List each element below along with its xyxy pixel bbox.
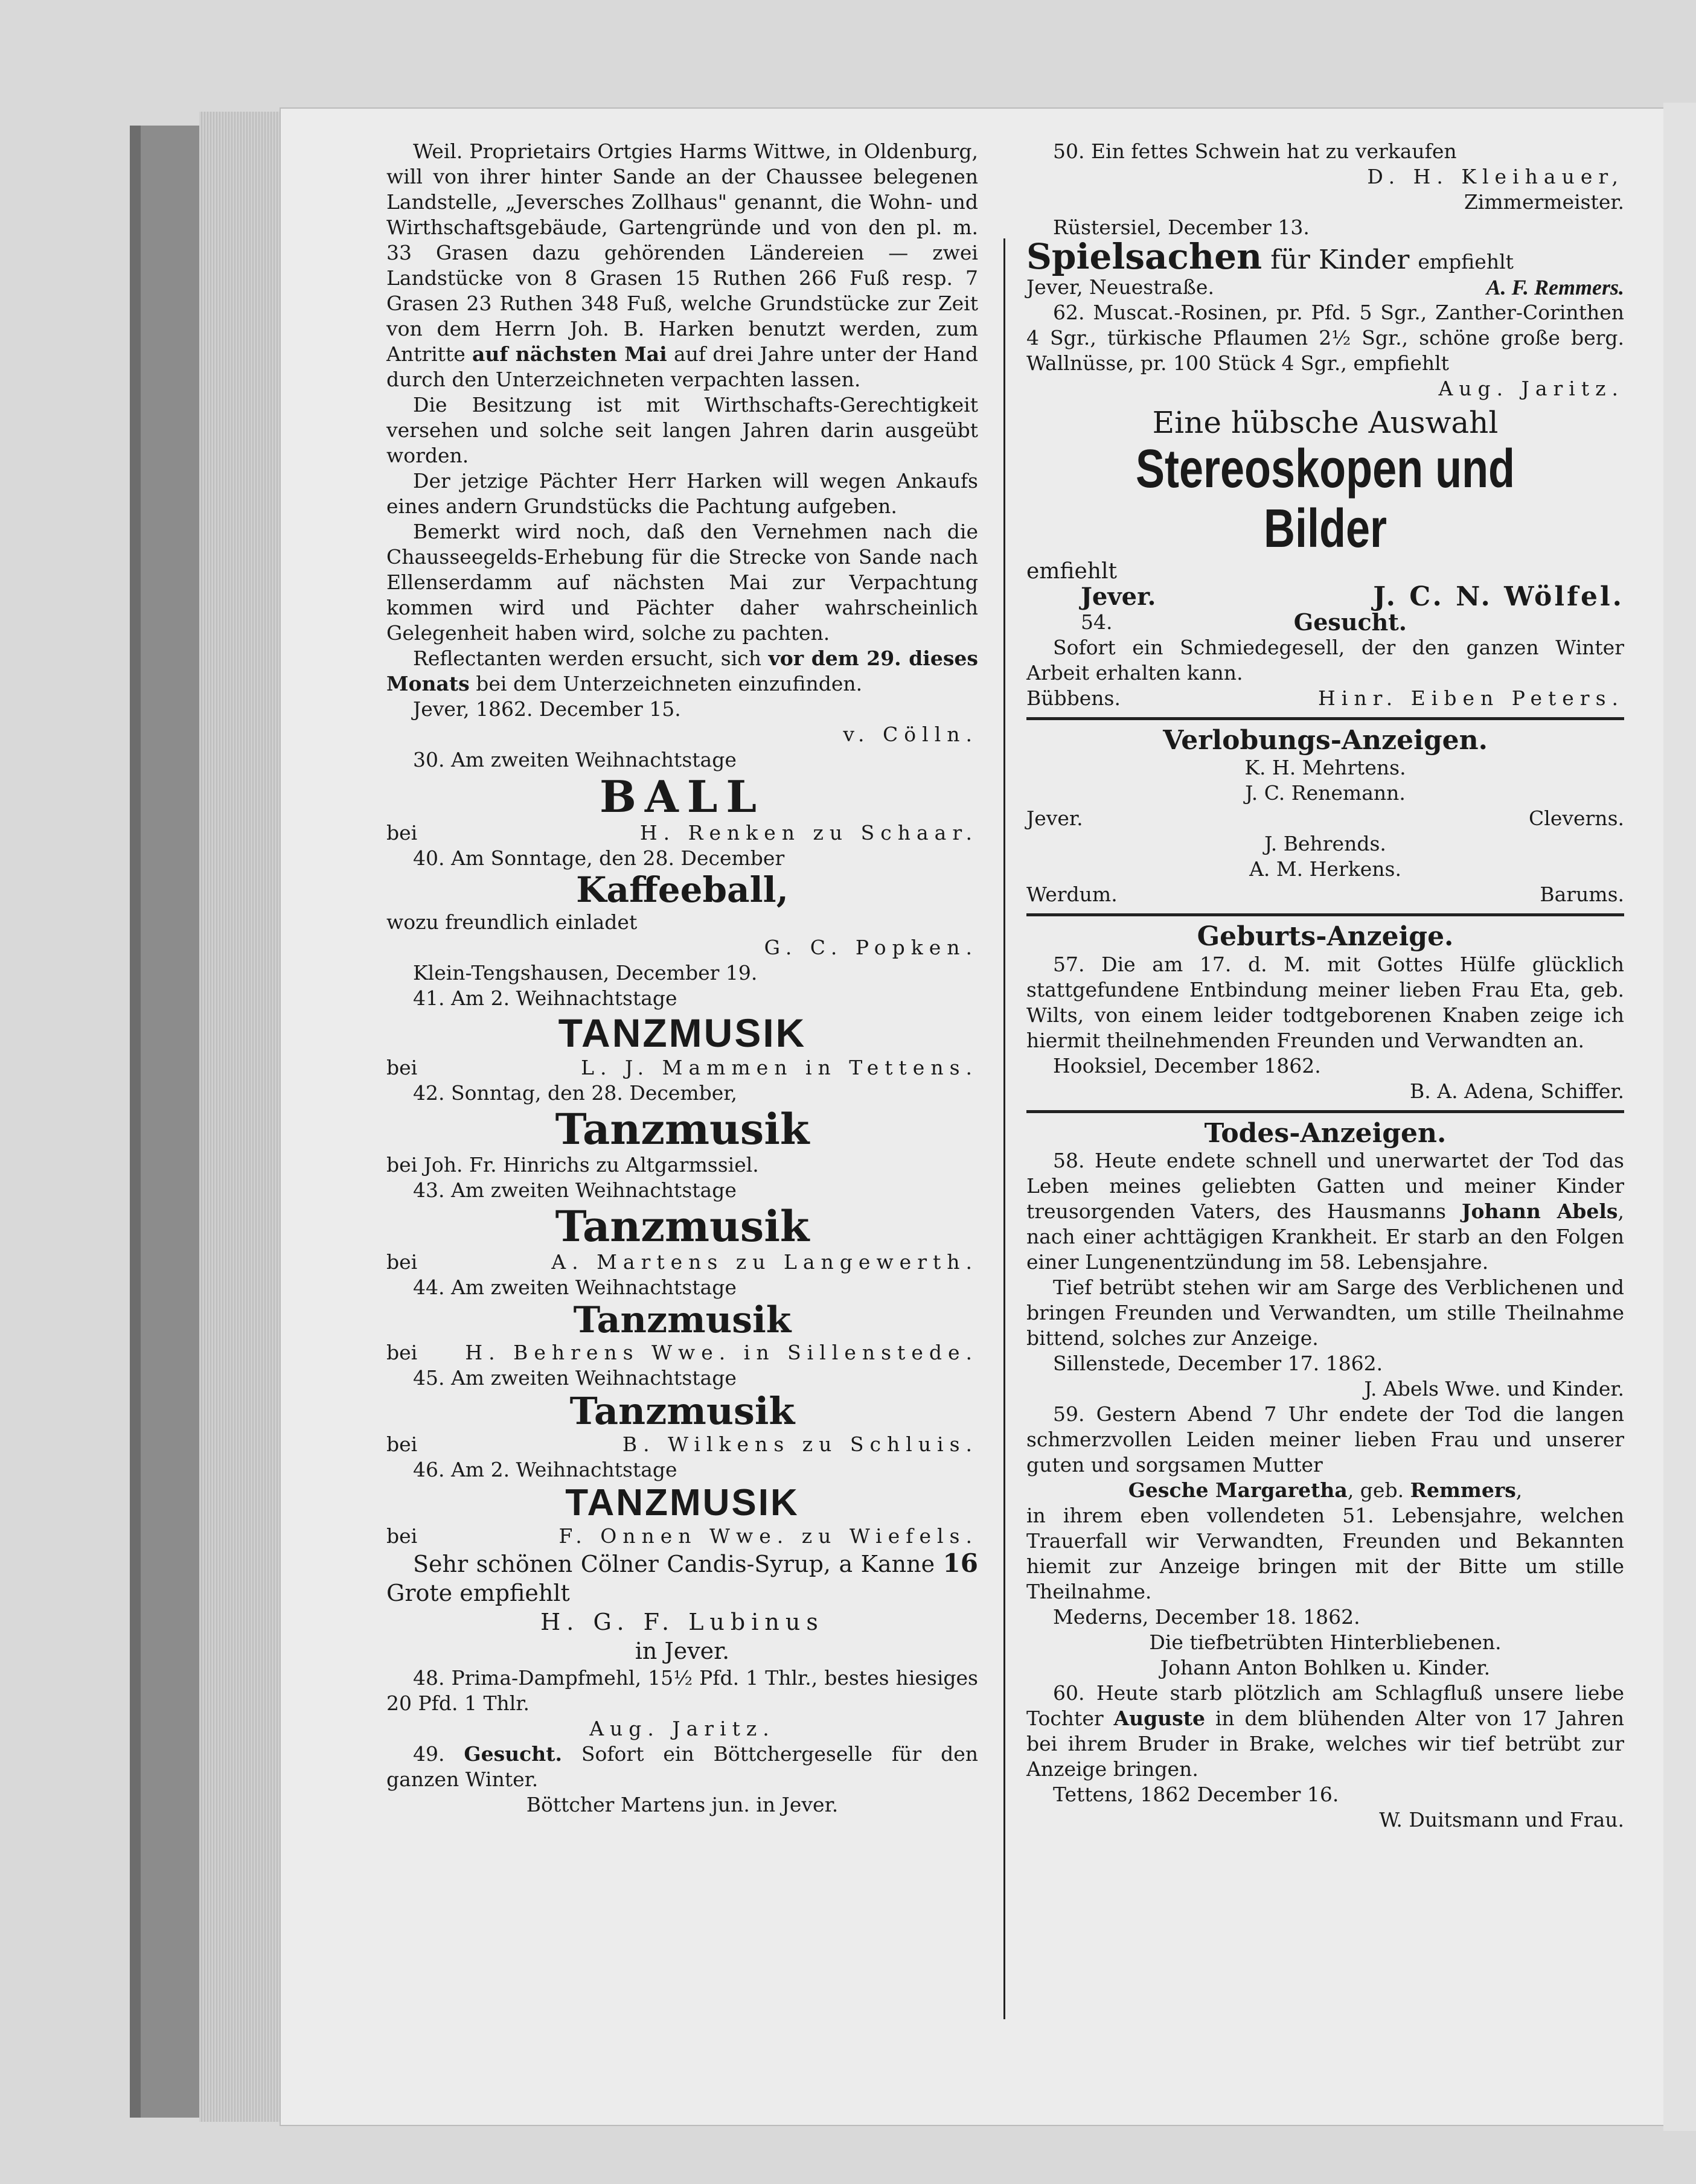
ad-58-text-2: Tief betrübt stehen wir am Sarge des Verblichenen und bringen Freunden und Verwandten, um stille Theilnahme bittend, solches zur Anzeige. [1026, 1276, 1624, 1350]
next-page-edge [1663, 103, 1696, 2131]
ad-54-heading-row: 54. Gesucht. [1081, 608, 1407, 636]
ad-43-host: bei A. Martens zu Langewerth. [386, 1250, 978, 1274]
ad-49-text: 49. Gesucht. Sofort ein Böttchergeselle für den ganzen Winter. [386, 1742, 978, 1791]
lease-notice-paragraph-5: Reflectanten werden ersucht, sich vor dem 29. dieses Monats bei dem Unterzeichneten einzufinden. [386, 647, 978, 695]
ad-41-host: bei L. J. Mammen in Tettens. [386, 1055, 978, 1079]
ad-46-intro: 46. Am 2. Weihnachtstage [413, 1457, 677, 1481]
ad-42-intro: 42. Sonntag, den 28. December, [413, 1081, 737, 1105]
ad-57-text: 57. Die am 17. d. M. mit Gottes Hülfe glücklich stattgefundene Entbindung meiner lieben Frau Eta, geb. Wilts, von einem leider todtgeborenen Knaben zeige ich hiermit theilnehmenden Freunden und Verwandten an. [1026, 952, 1624, 1052]
ad-53-headline-1: Eine hübsche Auswahl [1152, 405, 1499, 440]
ad-59-text: 59. Gestern Abend 7 Uhr endete der Tod die langen schmerzvollen Leiden meiner lieben Frau und unserer guten und sorgsamen Mutter [1026, 1402, 1624, 1477]
ad-40-headline: Kaffeeball, [576, 869, 789, 911]
ad-59-signature-1: Die tiefbetrübten Hinterbliebenen. [1149, 1630, 1502, 1655]
ad-59-deceased: Gesche Margaretha, geb. Remmers, [1128, 1478, 1523, 1502]
section-rule [1026, 717, 1624, 720]
engagement-1-places: Jever. Cleverns. [1026, 806, 1624, 831]
engagement-1-name-a: K. H. Mehrtens. [1244, 756, 1406, 780]
ad-45-intro: 45. Am zweiten Weihnachtstage [413, 1365, 737, 1390]
lease-notice-date: Jever, 1862. December 15. [413, 697, 681, 721]
ad-53-headline-2: Stereoskopen und Bilder [1135, 439, 1515, 559]
ad-50-signature: D. H. Kleihauer, [1367, 165, 1624, 188]
ad-62-text: 62. Muscat.-Rosinen, pr. Pfd. 5 Sgr., Zanther-Corinthen 4 Sgr., türkische Pflaumen 2½ Sgr., schöne große berg. Wallnüsse, pr. 100 Stück 4 Sgr., empfiehlt [1026, 301, 1624, 375]
death-heading: Todes-Anzeigen. [1204, 1117, 1447, 1149]
ad-40-subline: wozu freundlich einladet [386, 910, 638, 934]
ad-57-place: Hooksiel, December 1862. [1053, 1053, 1321, 1078]
ad-54-text: Sofort ein Schmiedegesell, der den ganzen Winter Arbeit erhalten kann. [1026, 636, 1624, 685]
ad-51-text: Spielsachen für Kinder empfiehlt [1026, 236, 1514, 277]
ad-57-signature: B. A. Adena, Schiffer. [1410, 1079, 1624, 1103]
ad-53-subline: emfiehlt [1026, 559, 1117, 584]
ad-40-intro: 40. Am Sonntage, den 28. December [413, 846, 785, 870]
lease-notice-paragraph-4: Bemerkt wird noch, daß den Vernehmen nach die Chausseegelds-Erhebung für die Strecke von Sande nach Ellenserdamm auf nächsten Mai zur Verpachtung kommen wird und Pächter daher wahrscheinlich Gelegenheit haben wird, solche zu pachten. [386, 520, 978, 645]
column-divider [1003, 238, 1005, 2019]
ad-58-signature: J. Abels Wwe. und Kinder. [1364, 1377, 1624, 1401]
ad-46-headline: TANZMUSIK [565, 1481, 799, 1524]
ad-50-place: Rüstersiel, December 13. [1053, 216, 1310, 239]
birth-heading: Geburts-Anzeige. [1197, 921, 1454, 953]
ad-44-host: bei H. Behrens Wwe. in Sillenstede. [386, 1340, 978, 1364]
section-rule [1026, 913, 1624, 916]
right-column [1026, 139, 1624, 1833]
page-block-edge [199, 112, 284, 2122]
ad-40-signature: G. C. Popken. [764, 935, 978, 959]
lease-notice-signature: v. Cölln. [843, 723, 978, 746]
section-rule [1026, 1110, 1624, 1113]
engagement-2-places: Werdum. Barums. [1026, 883, 1624, 907]
ad-50-role: Zimmermeister. [1464, 190, 1624, 214]
ad-48-text: 48. Prima-Dampfmehl, 15½ Pfd. 1 Thlr., bestes hiesiges 20 Pfd. 1 Thlr. [386, 1665, 978, 1715]
ad-60-place: Tettens, 1862 December 16. [1053, 1783, 1339, 1807]
left-column [386, 139, 978, 1818]
ad-46-host: bei F. Onnen Wwe. zu Wiefels. [386, 1524, 978, 1548]
engagement-1-name-b: J. C. Renemann. [1245, 781, 1406, 805]
ad-48-signature: Aug. Jaritz. [589, 1716, 775, 1740]
ad-42-headline: Tanzmusik [555, 1103, 810, 1154]
ad-53-signature-row: Jever. J. C. N. Wölfel. [1081, 581, 1624, 612]
ad-30-host: bei H. Renken zu Schaar. [386, 821, 978, 845]
ad-45-headline: Tanzmusik [569, 1388, 795, 1433]
lease-notice-paragraph-2: Die Besitzung ist mit Wirthschafts-Gerechtigkeit versehen und solche seit langen Jahren darin ausgeübt worden. [386, 393, 978, 467]
ad-60-text: 60. Heute starb plötzlich am Schlagfluß unsere liebe Tochter Auguste in dem blühenden Alter von 17 Jahren bei ihrem Bruder in Brake, welches wir tief betrübt zur Anzeige bringen. [1026, 1681, 1625, 1781]
ad-44-headline: Tanzmusik [573, 1298, 792, 1341]
ad-51-signature-row: Jever, Neuestraße. A. F. Remmers. [1026, 275, 1624, 299]
ad-44-intro: 44. Am zweiten Weihnachtstage [413, 1275, 737, 1299]
ad-41-intro: 41. Am 2. Weihnachtstage [413, 986, 677, 1010]
ad-58-text: 58. Heute endete schnell und unerwartet der Tod das Leben meines geliebten Gatten und meiner Kinder treusorgenden Vaters, des Hausmanns Johann Abels, nach einer achttägigen Krankheit. Er starb an den Folgen einer Lungenentzündung im 58. Lebensjahre. [1026, 1149, 1624, 1274]
ad-40-place: Klein-Tengshausen, December 19. [413, 960, 758, 985]
ad-62-signature: Aug. Jaritz. [1438, 377, 1624, 400]
ad-59-place: Mederns, December 18. 1862. [1053, 1605, 1360, 1629]
ad-47-place: in Jever. [635, 1637, 730, 1664]
ad-60-signature: W. Duitsmann und Frau. [1379, 1808, 1624, 1832]
ad-47-text: Sehr schönen Cölner Candis-Syrup, a Kanne 16 Grote empfiehlt [386, 1548, 978, 1606]
ad-30-headline: BALL [600, 771, 765, 822]
ad-59-signature-2: Johann Anton Bohlken u. Kinder. [1160, 1656, 1491, 1680]
engagement-2-name-a: J. Behrends. [1264, 832, 1386, 856]
engagement-2-name-b: A. M. Herkens. [1249, 857, 1401, 881]
ad-41-headline: TANZMUSIK [558, 1010, 807, 1055]
ad-59-text-2: in ihrem eben vollendeten 51. Lebensjahre, welchen Trauerfall wir Verwandten, Freunden und Bekannten hiemit zur Anzeige bringen mit der Bitte um stille Theilnahme. [1026, 1504, 1624, 1604]
ad-30-intro: 30. Am zweiten Weihnachtstage [413, 748, 737, 771]
ad-43-headline: Tanzmusik [555, 1201, 810, 1251]
ad-58-place: Sillenstede, December 17. 1862. [1053, 1352, 1383, 1376]
ad-42-host: bei Joh. Fr. Hinrichs zu Altgarmssiel. [386, 1152, 759, 1177]
ad-54-signature-row: Bübbens. Hinr. Eiben Peters. [1026, 686, 1624, 710]
ad-50-text: 50. Ein fettes Schwein hat zu verkaufen [1053, 139, 1457, 163]
ad-43-intro: 43. Am zweiten Weihnachtstage [413, 1178, 737, 1202]
engagements-heading: Verlobungs-Anzeigen. [1163, 725, 1488, 756]
ad-47-signature: H. G. F. Lubinus [540, 1608, 824, 1635]
lease-notice-paragraph-3: Der jetzige Pächter Herr Harken will wegen Ankaufs eines andern Grundstücks die Pachtung aufgeben. [386, 469, 978, 518]
ad-49-signature: Böttcher Martens jun. in Jever. [526, 1792, 839, 1816]
lease-notice-paragraph-1: Weil. Proprietairs Ortgies Harms Wittwe, in Oldenburg, will von ihrer hinter Sande an der Chaussee belegenen Landstelle, „Jeversches Zollhaus" genannt, die Wohn- und Wirthschaftsgebäude, Gartengründe und von den pl. m. 33 Grasen dazu gehörenden Ländereien — zwei Landstücke von 8 Grasen 15 Ruthen 266 Fuß resp. 7 Grasen 23 Ruthen 348 Fuß, welche Grundstücke zur Zeit von dem Herrn Joh. B. Harken benutzt werden, zum Antritte auf nächsten Mai auf drei Jahre unter der Hand durch den Unterzeichneten verpachten lassen. [386, 139, 979, 391]
ad-45-host: bei B. Wilkens zu Schluis. [386, 1432, 978, 1456]
